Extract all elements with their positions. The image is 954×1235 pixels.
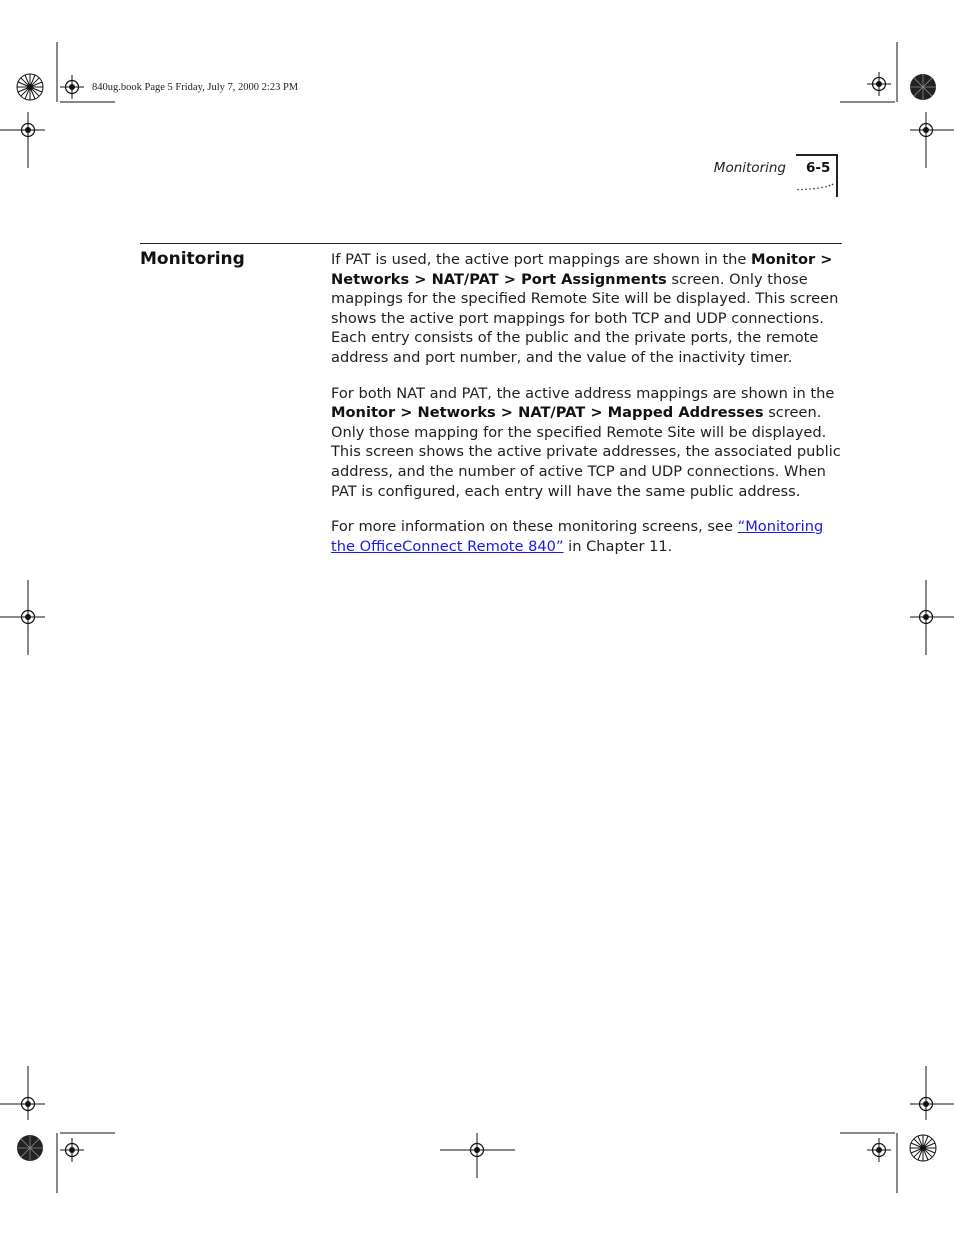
paragraph-text: For more information on these monitoring screens, see: [331, 518, 738, 536]
menu-path: Monitor > Networks > NAT/PAT > Port Assignments: [331, 251, 833, 288]
paragraph-address-mappings: [331, 384, 843, 502]
paragraph-more-info: [331, 517, 843, 556]
paragraph-port-mappings: [331, 250, 843, 368]
section-heading: Monitoring: [140, 249, 245, 269]
paragraph-text: screen. Only those mapping for the specified Remote Site will be displayed. This screen shows the active private addresses, the associated public address, and the number of active TCP and UDP connections. When PAT is configured, each entry will have the same public address.: [331, 404, 841, 500]
page-tab-side-rule: [836, 154, 838, 197]
section-rule: [140, 243, 842, 244]
menu-path: Monitor > Networks > NAT/PAT > Mapped Addresses: [331, 404, 764, 422]
paragraph-text: in Chapter 11.: [563, 537, 673, 555]
page-tab-dots: [797, 183, 835, 191]
chapter-cross-reference-link[interactable]: “Monitoring the OfficeConnect Remote 840”: [331, 518, 824, 555]
page-tab-top-rule: [796, 154, 838, 156]
print-header-info: 840ug.book Page 5 Friday, July 7, 2000 2:23 PM: [92, 82, 299, 93]
body-text: [331, 250, 843, 572]
paragraph-text: If PAT is used, the active port mappings are shown in the: [331, 251, 752, 268]
paragraph-text: screen. Only those mappings for the specified Remote Site will be displayed. This screen shows the active port mappings for both TCP and UDP connections. Each entry consists of the public and the private ports, the remote address and port number, and the value of the inactivity timer.: [331, 270, 839, 366]
paragraph-text: For both NAT and PAT, the active address mappings are shown in the: [331, 384, 835, 402]
page-number: 6-5: [806, 160, 831, 176]
running-head-title: Monitoring: [713, 160, 786, 176]
